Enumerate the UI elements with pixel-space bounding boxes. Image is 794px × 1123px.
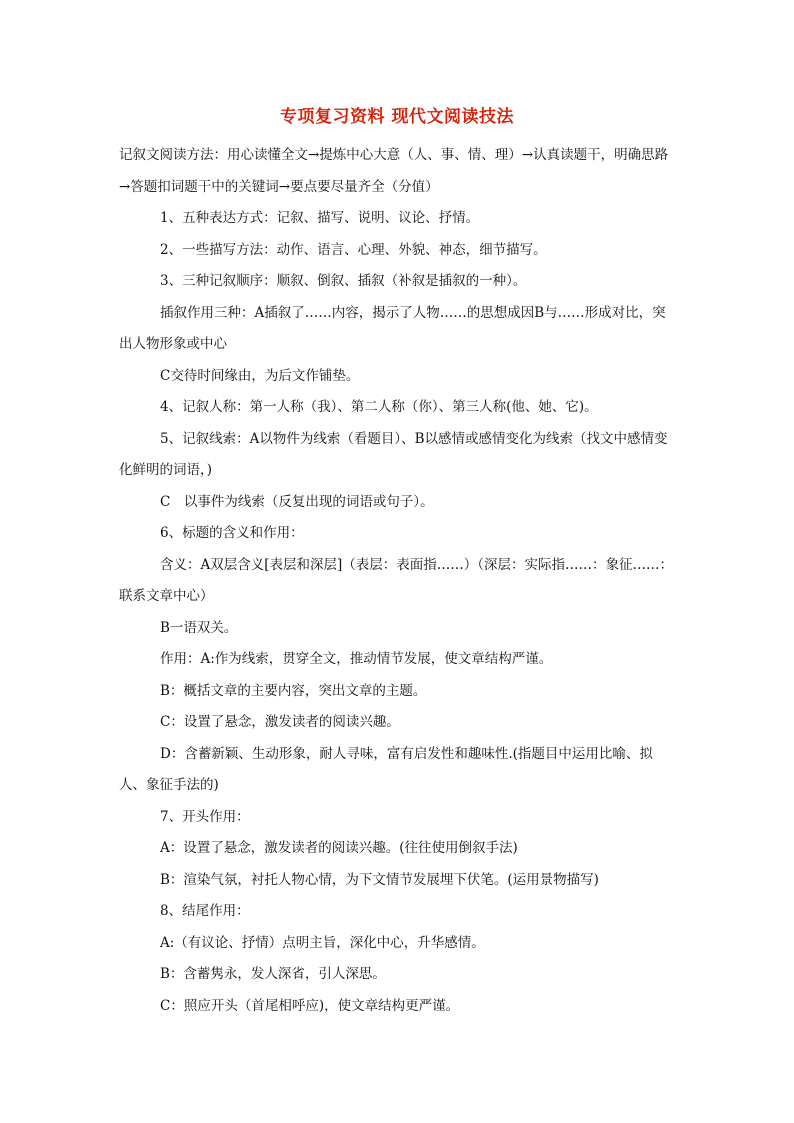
paragraph: B：渲染气氛，衬托人物心情，为下文情节发展埋下伏笔。(运用景物描写)	[160, 871, 599, 888]
paragraph: 作用：A:作为线索，贯穿全文，推动情节发展，使文章结构严谨。	[160, 651, 553, 667]
paragraph: 1、五种表达方式：记叙、描写、说明、议论、抒情。	[160, 210, 480, 226]
paragraph: A：设置了悬念，激发读者的阅读兴趣。(往往使用倒叙手法)	[160, 840, 518, 856]
paragraph: 4、记叙人称：第一人称（我）、第二人称（你）、第三人称(他、她、它)。	[160, 399, 598, 415]
paragraph: 8、结尾作用：	[160, 903, 250, 919]
paragraph: A:（有议论、抒情）点明主旨，深化中心，升华感情。	[160, 934, 485, 951]
document-body	[119, 140, 679, 1022]
paragraph: C 以事件为线索（反复出现的词语或句子）。	[160, 493, 434, 510]
paragraph: C交待时间缘由，为后文作铺垫。	[160, 367, 360, 384]
document-title: 专项复习资料 现代文阅读技法	[280, 107, 514, 127]
paragraph: 含义：A双层含义[表层和深层]（表层：表面指……）（深层：实际指……：象征……：联系文章中心）	[119, 556, 674, 604]
paragraph: B一语双关。	[160, 619, 238, 636]
paragraph: 7、开头作用：	[160, 808, 250, 825]
paragraph: C：设置了悬念，激发读者的阅读兴趣。	[160, 714, 400, 730]
paragraph: 5、记叙线索：A以物件为线索（看题目）、B以感情或感情变化为线索（找文中感情变化鲜明的词语，)	[119, 430, 668, 478]
paragraph: D：含蓄新颖、生动形象，耐人寻味，富有启发性和趣味性.(指题目中运用比喻、拟人、象征手法的)	[119, 745, 653, 793]
paragraph: C：照应开头（首尾相呼应)，使文章结构更严谨。	[160, 997, 460, 1014]
paragraph: 6、标题的含义和作用：	[160, 525, 304, 541]
paragraph: 记叙文阅读方法：用心读懂全文→提炼中心大意（人、事、情、理）→认真读题干，明确思路→答题扣词题干中的关键词→要点要尽量齐全（分值）	[119, 147, 669, 195]
paragraph: B：概括文章的主要内容，突出文章的主题。	[160, 682, 427, 699]
paragraph: 2、一些描写方法：动作、语言、心理、外貌、神态，细节描写。	[160, 241, 547, 258]
paragraph: 3、三种记叙顺序：顺叙、倒叙、插叙（补叙是插叙的一种）。	[160, 273, 527, 289]
paragraph: 插叙作用三种：A插叙了……内容，揭示了人物……的思想成因B与……形成对比，突出人物形象或中心	[119, 304, 666, 352]
paragraph: B：含蓄隽永，发人深省，引人深思。	[160, 966, 386, 982]
